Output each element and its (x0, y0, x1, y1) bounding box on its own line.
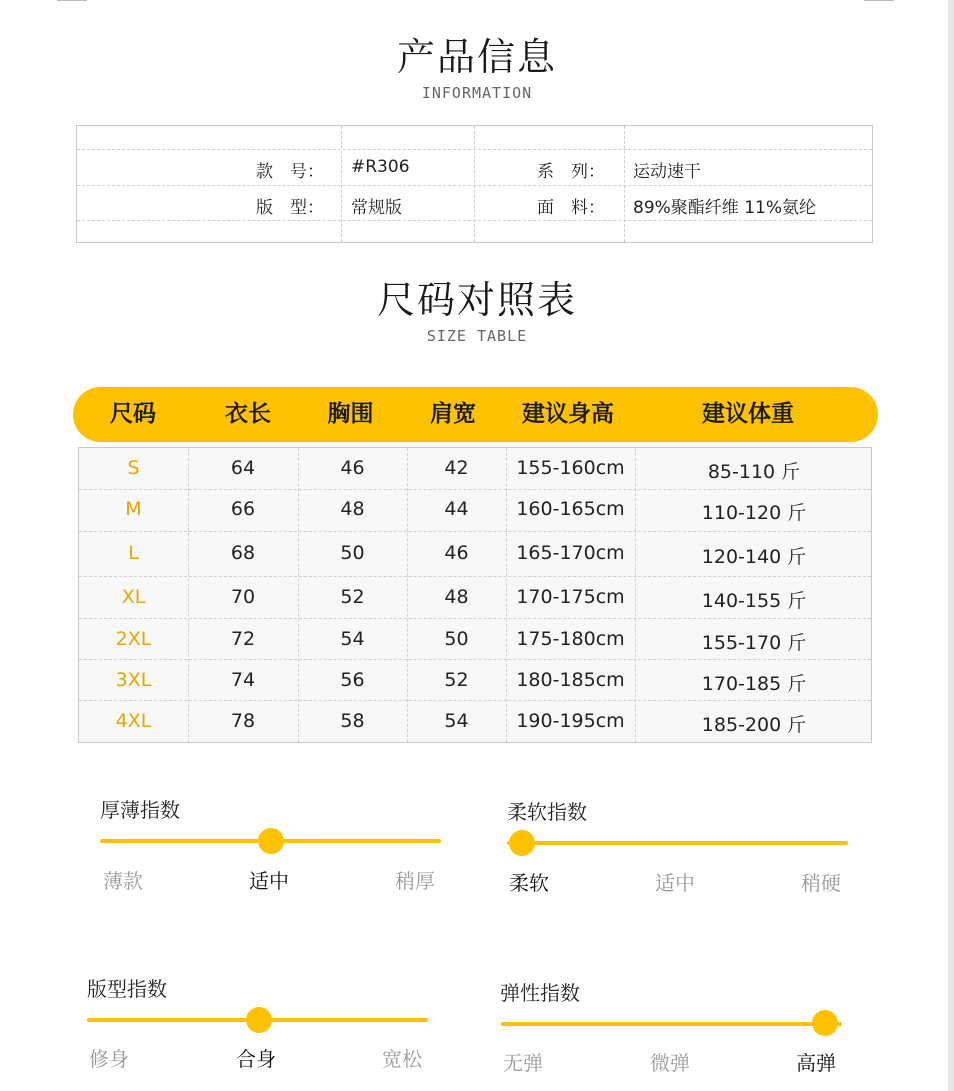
header-shoulder: 肩宽 (430, 401, 476, 427)
cell-weight: 155-170 斤 (701, 632, 807, 654)
index-title: 柔软指数 (507, 800, 587, 824)
grid-divider (79, 489, 871, 490)
cell-height: 165-170cm (516, 542, 625, 564)
index-option-selected: 合身 (236, 1047, 276, 1071)
cell-size: XL (121, 586, 146, 608)
index-track (507, 841, 848, 845)
series-label: 系 列： (537, 162, 605, 182)
index-option: 微弹 (650, 1051, 690, 1075)
cell-chest: 50 (340, 542, 365, 564)
size-table-title: 尺码对照表 (376, 278, 577, 322)
index-title: 厚薄指数 (100, 798, 180, 822)
grid-divider (79, 700, 871, 701)
cell-shoulder: 42 (444, 457, 469, 479)
cell-size: 2XL (115, 628, 152, 650)
cell-chest: 56 (340, 669, 365, 691)
size-table-header (73, 387, 878, 442)
info-divider (341, 126, 342, 242)
page-right-edge (948, 0, 954, 1091)
corner-mark-left (57, 0, 87, 1)
cell-chest: 48 (340, 498, 365, 520)
fabric-value: 89%聚酯纤维 11%氨纶 (633, 198, 816, 218)
info-divider (624, 126, 625, 242)
info-divider (474, 126, 475, 242)
index-option-selected: 柔软 (509, 871, 549, 895)
cell-height: 175-180cm (516, 628, 625, 650)
cell-height: 170-175cm (516, 586, 625, 608)
index-option: 适中 (655, 871, 695, 895)
grid-divider (79, 531, 871, 532)
grid-divider (79, 659, 871, 660)
header-weight: 建议体重 (702, 401, 794, 427)
index-knob (258, 828, 284, 854)
cell-shoulder: 52 (444, 669, 469, 691)
cell-shoulder: 54 (444, 710, 469, 732)
index-option: 无弹 (503, 1051, 543, 1075)
corner-mark-right (864, 0, 894, 1)
cell-size: M (125, 498, 142, 520)
cell-height: 160-165cm (516, 498, 625, 520)
cell-chest: 52 (340, 586, 365, 608)
index-option-selected: 高弹 (796, 1051, 836, 1075)
cell-shoulder: 48 (444, 586, 469, 608)
index-knob (246, 1007, 272, 1033)
cell-length: 74 (230, 669, 256, 691)
index-track (501, 1022, 842, 1026)
size-table-subtitle: SIZE TABLE (426, 327, 528, 345)
cell-weight: 140-155 斤 (701, 590, 807, 612)
cell-shoulder: 50 (444, 628, 469, 650)
style-number-value: #R306 (351, 157, 410, 177)
cell-size: 3XL (115, 669, 152, 691)
cell-shoulder: 46 (444, 542, 469, 564)
index-knob (509, 830, 535, 856)
size-table-body (78, 447, 872, 743)
header-length: 衣长 (225, 401, 271, 427)
index-option-selected: 适中 (249, 869, 289, 893)
product-info-table (76, 125, 873, 243)
cell-length: 64 (230, 457, 256, 479)
index-title: 版型指数 (87, 977, 167, 1001)
index-option: 宽松 (382, 1047, 422, 1071)
cell-size: 4XL (115, 710, 152, 732)
fabric-label: 面 料： (537, 198, 605, 218)
cell-length: 72 (230, 628, 256, 650)
cell-length: 78 (230, 710, 256, 732)
cell-shoulder: 44 (444, 498, 469, 520)
cell-weight: 110-120 斤 (701, 502, 807, 524)
cell-height: 190-195cm (516, 710, 625, 732)
index-title: 弹性指数 (500, 981, 580, 1005)
cell-weight: 185-200 斤 (701, 714, 807, 736)
index-option: 薄款 (103, 869, 143, 893)
cell-chest: 58 (340, 710, 365, 732)
index-option: 修身 (89, 1047, 129, 1071)
cell-chest: 46 (340, 457, 365, 479)
cell-length: 66 (230, 498, 256, 520)
fit-type-value: 常规版 (351, 198, 402, 218)
grid-divider (79, 618, 871, 619)
header-size: 尺码 (110, 401, 156, 427)
series-value: 运动速干 (633, 162, 701, 182)
cell-height: 180-185cm (516, 669, 625, 691)
index-option: 稍硬 (801, 871, 841, 895)
product-info-title: 产品信息 (396, 35, 557, 79)
cell-size: L (128, 542, 139, 564)
grid-divider (79, 576, 871, 577)
cell-length: 70 (230, 586, 256, 608)
cell-weight: 170-185 斤 (701, 673, 807, 695)
cell-chest: 54 (340, 628, 365, 650)
style-number-label: 款 号： (256, 162, 324, 182)
header-chest: 胸围 (327, 401, 374, 427)
product-info-subtitle: INFORMATION (421, 84, 533, 102)
cell-weight: 120-140 斤 (701, 546, 807, 568)
cell-weight: 85-110 斤 (707, 461, 801, 483)
header-height: 建议身高 (522, 401, 614, 427)
fit-type-label: 版 型： (256, 198, 324, 218)
cell-length: 68 (230, 542, 256, 564)
index-knob (812, 1010, 838, 1036)
cell-height: 155-160cm (516, 457, 625, 479)
cell-size: S (127, 457, 140, 479)
index-option: 稍厚 (395, 869, 435, 893)
